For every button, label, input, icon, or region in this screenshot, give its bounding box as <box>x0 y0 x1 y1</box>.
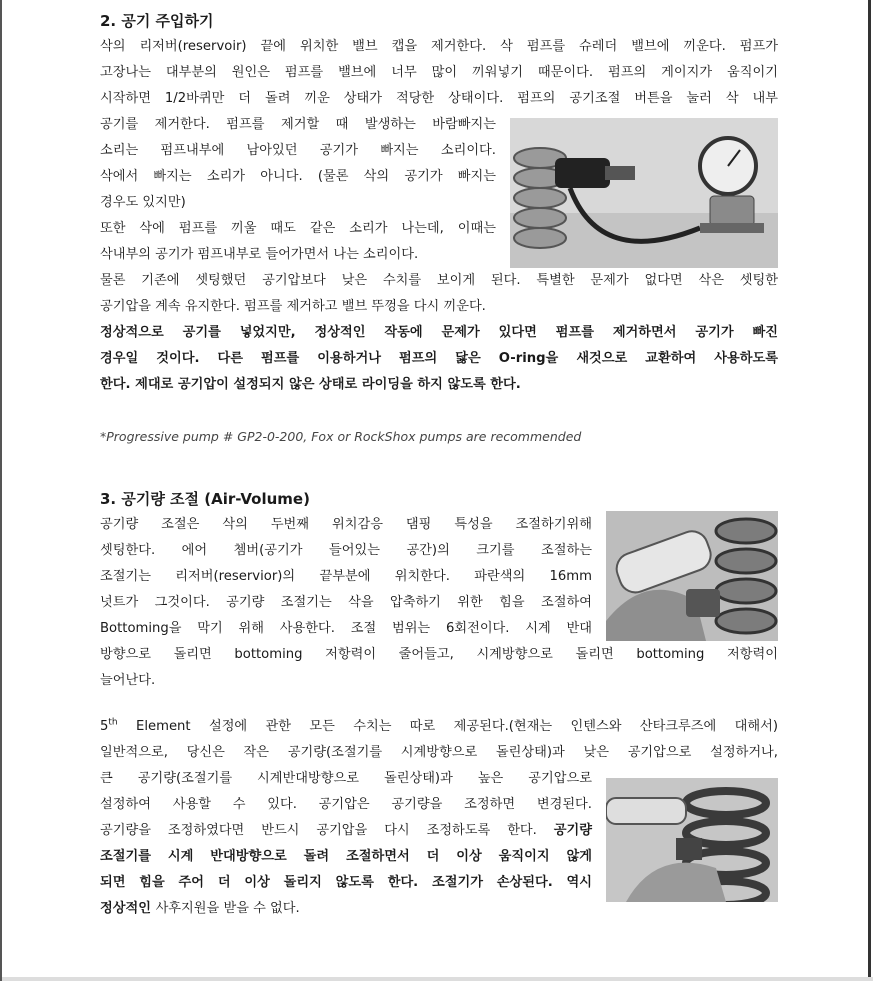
paragraph-line: 설정하여 사용할 수 있다. 공기압은 공기량을 조정하면 변경된다. <box>100 797 592 812</box>
paragraph-line: 일반적으로, 당신은 작은 공기량(조절기를 시계방향으로 돌린상태)과 낮은 공기압으로 설정하거나, <box>100 745 778 760</box>
ordinal-suffix: th <box>108 717 118 728</box>
paragraph-line: 셋팅한다. 에어 쳄버(공기가 들어있는 공간)의 크기를 조절하는 <box>100 543 592 558</box>
line-text: 공기량을 조정하였다면 반드시 공기압을 다시 조정하도록 한다. <box>100 823 554 838</box>
paragraph-line: 삭에서 빠지는 소리가 아니다. (물론 삭의 공기가 빠지는 <box>100 169 496 184</box>
air-volume-adjuster-photo <box>606 511 778 641</box>
paragraph-line: 넛트가 그것이다. 공기량 조절기는 삭을 압축하기 위한 힘을 조절하여 <box>100 595 592 610</box>
paragraph-line: 소리는 펌프내부에 남아있던 공기가 빠지는 소리이다. <box>100 143 496 158</box>
narrow-text-column <box>100 112 496 268</box>
paragraph-line: 시작하면 1/2바퀴만 더 돌려 끼운 상태가 적당한 상태이다. 펌프의 공기조절 버튼을 눌러 삭 내부 <box>100 91 778 106</box>
ordinal-number: 5 <box>100 719 109 734</box>
paragraph-line: 방향으로 돌리면 bottoming 저항력이 줄어들고, 시계방향으로 돌리면 bottoming 저항력이 <box>100 647 778 662</box>
narrow-text-column <box>100 766 592 922</box>
warning-line: 되면 힘을 주어 더 이상 돌리지 않도록 한다. 조절기가 손상된다. 역시 <box>100 875 592 890</box>
paragraph-line <box>100 896 592 922</box>
paragraph-line: Bottoming을 막기 위해 사용한다. 조절 범위는 6회전이다. 시계 반대 <box>100 621 592 636</box>
narrow-text-column <box>100 512 592 642</box>
paragraph-line: 경우도 있지만) <box>100 195 186 210</box>
paragraph-line: 삭내부의 공기가 펌프내부로 들어가면서 나는 소리이다. <box>100 247 419 262</box>
shock-pump-gauge-photo <box>510 118 778 268</box>
paragraph-line: 고장나는 대부분의 원인은 펌프를 밸브에 너무 많이 끼워넣기 때문이다. 펌프의 게이지가 움직이기 <box>100 65 778 80</box>
paragraph-line: 큰 공기량(조절기를 시계반대방향으로 돌린상태)과 높은 공기압으로 <box>100 771 592 786</box>
paragraph-line: 물론 기존에 셋팅했던 공기압보다 낮은 수치를 보이게 된다. 특별한 문제가 없다면 삭은 셋팅한 <box>100 273 778 288</box>
paragraph-line: 늘어난다. <box>100 673 156 688</box>
line-text: Element 설정에 관한 모든 수치는 따로 제공된다.(현재는 인텐스와 산타크루즈에 대해서) <box>117 719 778 734</box>
paragraph-line: 조절기는 리저버(reservior)의 끝부분에 위치한다. 파란색의 16mm <box>100 569 592 584</box>
paragraph-line: 공기를 제거한다. 펌프를 제거할 때 발생하는 바람빠지는 <box>100 117 496 132</box>
coil-shock-photo <box>606 778 778 902</box>
paragraph-line: 공기량 조절은 삭의 두번째 위치감응 댐핑 특성을 조절하기위해 <box>100 517 592 532</box>
warning-line: 조절기를 시계 반대방향으로 돌려 조절하면서 더 이상 움직이지 않게 <box>100 849 592 864</box>
page-bottom-edge <box>2 977 873 981</box>
line-text-bold: 정상적인 <box>100 901 156 916</box>
section-3-heading: 3. 공기량 조절 (Air-Volume) <box>100 490 310 508</box>
warning-line: 한다. 제대로 공기압이 설정되지 않은 상태로 라이딩을 하지 않도록 한다. <box>100 377 521 392</box>
warning-line: 정상적으로 공기를 넣었지만, 정상적인 작동에 문제가 있다면 펌프를 제거하면서 공기가 빠진 <box>100 325 778 340</box>
section-2-heading: 2. 공기 주입하기 <box>100 12 214 30</box>
line-text: 사후지원을 받을 수 없다. <box>155 901 300 916</box>
pump-note: *Progressive pump # GP2-0-200, Fox or RockShox pumps are recommended <box>100 429 582 444</box>
paragraph-line <box>100 714 778 740</box>
paragraph-line: 삭의 리저버(reservoir) 끝에 위치한 밸브 캡을 제거한다. 삭 펌프를 슈레더 밸브에 끼운다. 펌프가 <box>100 39 778 54</box>
line-text-bold: 공기량 <box>553 823 592 838</box>
paragraph-line: 공기압을 계속 유지한다. 펌프를 제거하고 밸브 뚜껑을 다시 끼운다. <box>100 299 486 314</box>
warning-line: 경우일 것이다. 다른 펌프를 이용하거나 펌프의 닳은 O-ring을 새것으로 교환하여 사용하도록 <box>100 351 778 366</box>
paragraph-line <box>100 818 592 844</box>
paragraph-line: 또한 삭에 펌프를 끼울 때도 같은 소리가 나는데, 이때는 <box>100 221 496 236</box>
